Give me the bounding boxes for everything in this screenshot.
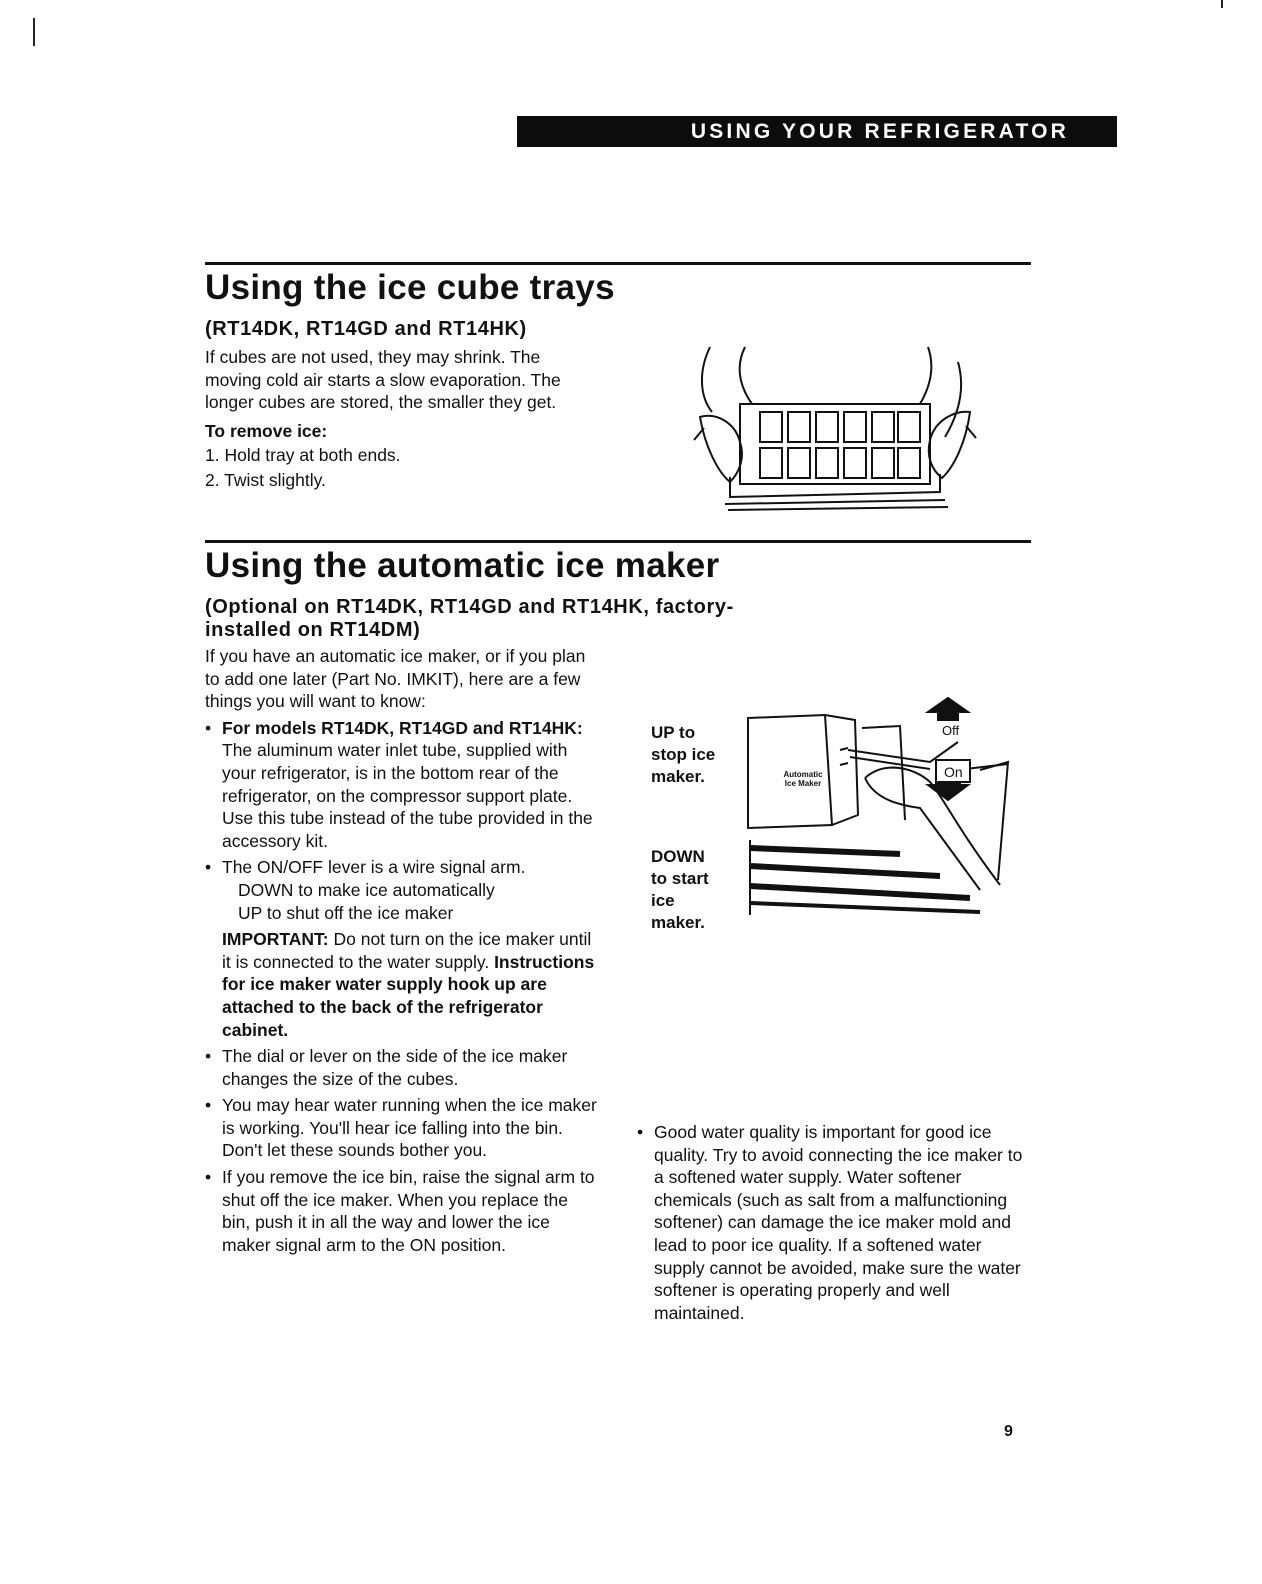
- ice-maker-box-label: Automatic Ice Maker: [783, 770, 823, 788]
- ice-maker-intro: If you have an automatic ice maker, or if you plan to add one later (Part No. IMKIT), here are a few things you will want to know:: [205, 646, 586, 712]
- important-bold-text: Instructions for ice maker water supply hook up are attached to the back of the refrigerator cabinet.: [222, 951, 595, 1040]
- important-text: Do not turn on the ice maker until it is connected to the water supply.: [222, 929, 592, 972]
- bullet-models-text: The aluminum water inlet tube, supplied with your refrigerator, is in the bottom rear of the refrigerator, on the compressor support plate. Use this tube instead of the tube provided in the accessory kit.: [222, 740, 593, 851]
- bullet-lever-text: The ON/OFF lever is a wire signal arm.: [222, 857, 526, 878]
- bullet-item: • If you remove the ice bin, raise the signal arm to shut off the ice maker. When you replace the bin, push it in all the way and lower the ice maker signal arm to the ON position.: [205, 1167, 595, 1255]
- important-label: IMPORTANT:: [222, 929, 329, 950]
- caption-up: UP to stop ice maker.: [651, 723, 716, 786]
- ice-maker-body-left: [205, 645, 600, 1256]
- bullet-sounds-text: You may hear water running when the ice maker is working. You'll hear ice falling into the bin. Don't let these sounds bother you.: [222, 1095, 597, 1161]
- ice-maker-body-right: [637, 1121, 1027, 1324]
- section-subtitle-ice-maker: (Optional on RT14DK, RT14GD and RT14HK, factory-installed on RT14DM): [205, 596, 734, 641]
- step-2: 2. Twist slightly.: [205, 469, 326, 490]
- caption-down: DOWN to start ice maker.: [651, 847, 709, 932]
- lever-up-note: UP to shut off the ice maker: [238, 902, 454, 923]
- bullet-item: • The dial or lever on the side of the ice maker changes the size of the cubes.: [205, 1046, 568, 1089]
- scan-edge-mark: [1221, 0, 1223, 8]
- on-label: On: [944, 764, 963, 780]
- lever-down-note: DOWN to make ice automatically: [238, 879, 495, 900]
- bullet-item: • Good water quality is important for good ice quality. Try to avoid connecting the ice maker to a softened water supply. Water softener chemicals (such as salt from a malfunctioning softener) can damage the ice maker mold and lead to poor ice quality. If a softened water supply cannot be avoided, make sure the water softener is operating properly and well maintained.: [637, 1122, 1023, 1323]
- section-banner: USING YOUR REFRIGERATOR: [517, 116, 1117, 147]
- ice-trays-intro: If cubes are not used, they may shrink. The moving cold air starts a slow evaporation. The longer cubes are stored, the smaller they get.: [205, 347, 561, 413]
- bullet-item: • For models RT14DK, RT14GD and RT14HK: The aluminum water inlet tube, supplied with your refrigerator, is in the bottom rear of the refrigerator, on the compressor support plate. Use this tube instead of the tube provided in the accessory kit.: [205, 717, 593, 851]
- bullet-models-label: For models RT14DK, RT14GD and RT14HK:: [222, 717, 583, 738]
- bullet-item: • You may hear water running when the ice maker is working. You'll hear ice falling into the bin. Don't let these sounds bother you.: [205, 1095, 597, 1161]
- bullet-dial-text: The dial or lever on the side of the ice maker changes the size of the cubes.: [222, 1046, 568, 1089]
- page-number: 9: [1004, 1423, 1013, 1440]
- important-note: [205, 928, 600, 1041]
- ice-trays-body: [205, 346, 600, 492]
- bullet-bin-text: If you remove the ice bin, raise the signal arm to shut off the ice maker. When you replace the bin, push it in all the way and lower the ice maker signal arm to the ON position.: [222, 1167, 595, 1255]
- remove-ice-heading: To remove ice:: [205, 420, 328, 441]
- ice-tray-illustration: [690, 342, 980, 517]
- bullet-water-quality-text: Good water quality is important for good ice quality. Try to avoid connecting the ice maker to a softened water supply. Water softener chemicals (such as salt from a malfunctioning softener) can damage the ice maker mold and lead to poor ice quality. If a softened water supply cannot be avoided, make sure the water softener is operating properly and well maintained.: [654, 1122, 1023, 1323]
- step-1: 1. Hold tray at both ends.: [205, 445, 401, 466]
- section-title-ice-maker: Using the automatic ice maker: [205, 546, 720, 585]
- section-rule: [205, 262, 1031, 265]
- section-rule: [205, 540, 1031, 543]
- ice-maker-diagram: [740, 690, 1020, 920]
- section-title-ice-trays: Using the ice cube trays: [205, 268, 615, 307]
- section-subtitle-ice-trays: (RT14DK, RT14GD and RT14HK): [205, 318, 527, 340]
- off-label: Off: [942, 723, 960, 738]
- scan-edge-mark: [33, 18, 35, 46]
- bullet-item: • The ON/OFF lever is a wire signal arm.: [205, 857, 526, 878]
